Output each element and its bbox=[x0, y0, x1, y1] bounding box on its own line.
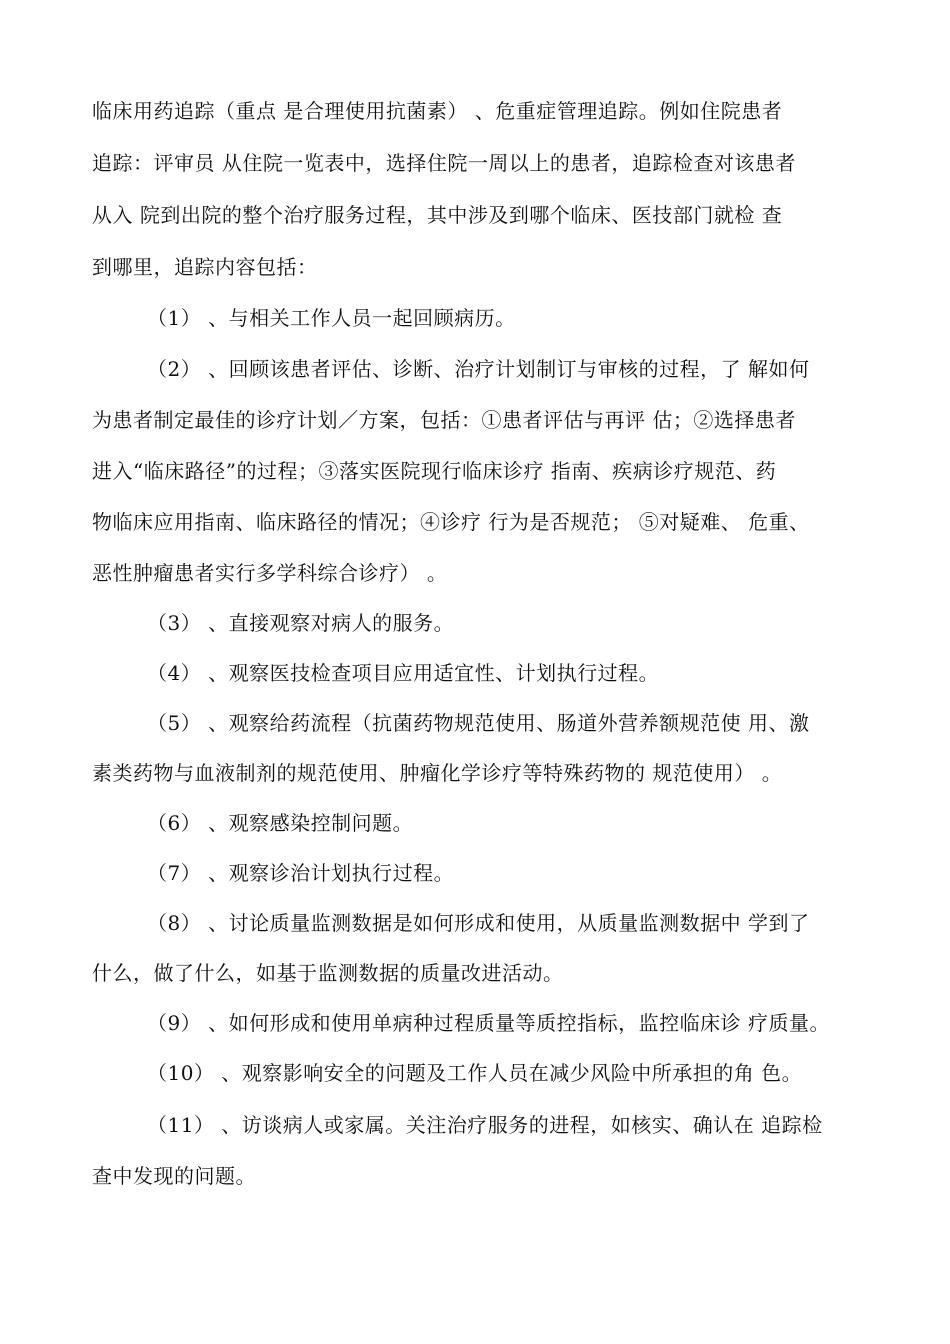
text-line: 追踪：评审员 从住院一览表中，选择住院一周以上的患者，追踪检查对该患者 bbox=[92, 151, 796, 175]
text-line: 查中发现的问题。 bbox=[92, 1164, 256, 1188]
list-item: （9） 、如何形成和使用单病种过程质量等质控指标，监控临床诊 疗质量。 bbox=[147, 1011, 830, 1035]
list-item: （4） 、观察医技检查项目应用适宜性、计划执行过程。 bbox=[147, 661, 660, 685]
text-line: 到哪里，追踪内容包括： bbox=[92, 255, 318, 279]
text-line: 为患者制定最佳的诊疗计划／方案，包括：①患者评估与再评 估；②选择患者 bbox=[92, 408, 796, 432]
list-item: （2） 、回顾该患者评估、诊断、治疗计划制订与审核的过程，了 解如何 bbox=[147, 357, 810, 381]
text-line: 进入“临床路径”的过程；③落实医院现行临床诊疗 指南、疾病诊疗规范、药 bbox=[92, 459, 777, 483]
list-item: （10） 、观察影响安全的问题及工作人员在减少风险中所承担的角 色。 bbox=[147, 1061, 803, 1085]
list-item: （11） 、访谈病人或家属。关注治疗服务的进程，如核实、确认在 追踪检 bbox=[147, 1113, 823, 1137]
text-line: 从入 院到出院的整个治疗服务过程，其中涉及到哪个临床、医技部门就检 查 bbox=[92, 203, 783, 227]
text-line: 什么，做了什么，如基于监测数据的质量改进活动。 bbox=[92, 961, 564, 985]
list-item: （8） 、讨论质量监测数据是如何形成和使用，从质量监测数据中 学到了 bbox=[147, 911, 810, 935]
text-line: 素类药物与血液制剂的规范使用、肿瘤化学诊疗等特殊药物的 规范使用） 。 bbox=[92, 761, 783, 785]
list-item: （7） 、观察诊治计划执行过程。 bbox=[147, 861, 455, 885]
text-line: 物临床应用指南、临床路径的情况；④诊疗 行为是否规范； ⑤对疑难、 危重、 bbox=[92, 510, 810, 534]
text-line: 临床用药追踪（重点 是合理使用抗菌素） 、危重症管理追踪。例如住院患者 bbox=[92, 99, 783, 123]
list-item: （1） 、与相关工作人员一起回顾病历。 bbox=[147, 306, 516, 330]
list-item: （5） 、观察给药流程（抗菌药物规范使用、肠道外营养额规范使 用、激 bbox=[147, 711, 810, 735]
list-item: （6） 、观察感染控制问题。 bbox=[147, 811, 414, 835]
list-item: （3） 、直接观察对病人的服务。 bbox=[147, 611, 455, 635]
text-line: 恶性肿瘤患者实行多学科综合诊疗） 。 bbox=[92, 561, 448, 585]
